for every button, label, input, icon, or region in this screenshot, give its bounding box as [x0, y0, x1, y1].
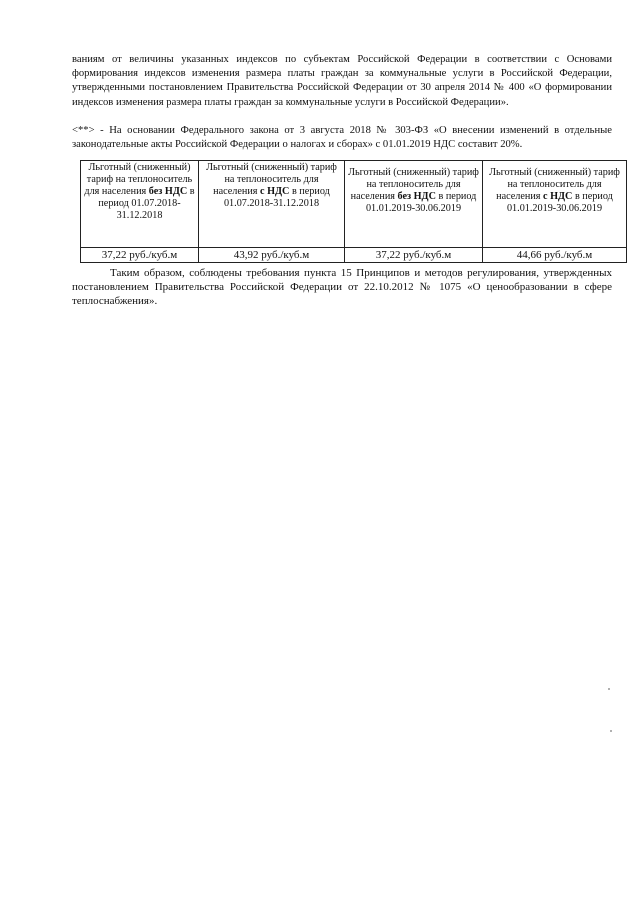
scan-speck	[608, 688, 610, 690]
table-cell: 37,22 руб./куб.м	[81, 248, 199, 263]
table-cell: 37,22 руб./куб.м	[345, 248, 483, 263]
table-header-cell: Льготный (сниженный) тариф на теплоноситель для населения с НДС в период 01.01.2019-30.06.2019	[483, 161, 627, 248]
tariff-table	[80, 160, 627, 263]
paragraph-continuation: ваниям от величины указанных индексов по субъектам Российской Федерации в соответствии с Основами формирования индексов изменения размера платы граждан за коммунальные услуги в Российской Федерации, утвержденными постановлением Правительства Российской Федерации от 30 апреля 2014 № 400 «О формировании индексов изменения размера платы граждан за коммунальные услуги в Российской Федерации».	[72, 54, 612, 108]
paragraph-conclusion: Таким образом, соблюдены требования пункта 15 Принципов и методов регулирования, утвержденных постановлением Правительства Российской Федерации от 22.10.2012 № 1075 «О ценообразовании в сфере теплоснабжения».	[72, 267, 612, 308]
table-cell: 43,92 руб./куб.м	[199, 248, 345, 263]
table-header-cell: Льготный (сниженный) тариф на теплоноситель для населения без НДС в период 01.01.2019-30.06.2019	[345, 161, 483, 248]
footnote-vat: <**> - На основании Федерального закона от 3 августа 2018 № 303-ФЗ «О внесении изменений в отдельные законодательные акты Российской Федерации о налогах и сборах» с 01.01.2019 НДС составит 20%.	[72, 125, 612, 150]
table-header-cell: Льготный (сниженный) тариф на теплоноситель для населения без НДС в период 01.07.2018-31.12.2018	[81, 161, 199, 248]
table-header-cell: Льготный (сниженный) тариф на теплоноситель для населения с НДС в период 01.07.2018-31.12.2018	[199, 161, 345, 248]
scan-speck	[610, 730, 612, 732]
table-header-row	[81, 161, 627, 248]
table-cell: 44,66 руб./куб.м	[483, 248, 627, 263]
table-value-row	[81, 248, 627, 263]
